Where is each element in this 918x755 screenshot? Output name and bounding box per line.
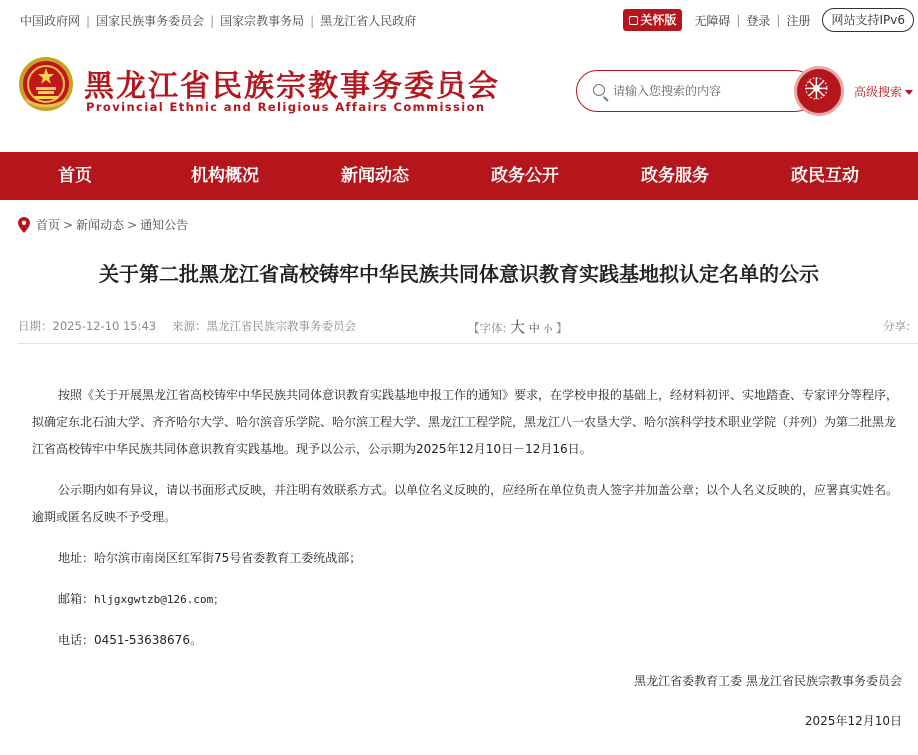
paragraph-objections: 公示期内如有异议，请以书面形式反映，并注明有效联系方式。以单位名义反映的，应经所在单位负责人签字并加盖公章；以个人名义反映的，应署真实姓名。逾期或匿名反映不予受理。 [32, 483, 899, 524]
share-label[interactable]: 分享: [883, 319, 910, 333]
breadcrumb-home[interactable]: 首页 [36, 218, 61, 232]
font-size-large[interactable]: 大 [510, 318, 526, 336]
article-title: 关于第二批黑龙江省高校铸牢中华民族共同体意识教育实践基地拟认定名单的公示 [99, 262, 819, 286]
separator: | [310, 13, 315, 28]
link-religious-bureau[interactable]: 国家宗教事务局 [220, 14, 305, 28]
paragraph-intro: 按照《关于开展黑龙江省高校铸牢中华民族共同体意识教育实践基地申报工作的通知》要求，在学校申报的基础上，经材料初评、实地踏查、专家评分等程序，拟确定东北石油大学、齐齐哈尔大学、哈尔滨音乐学院、哈尔滨工程大学、黑龙江工程学院，黑龙江八一农垦大学、哈尔滨科学技术职业学院（并列）为第二批黑龙江省高校铸牢中华民族共同体意识教育实践基地。现予以公示，公示期为2025年12月10日－12月16日。 [32, 388, 899, 456]
font-size-small[interactable]: 小 [543, 325, 553, 335]
site-header [0, 40, 918, 152]
nav-item-interaction[interactable]: 政民互动 [791, 166, 859, 186]
site-title: 黑龙江省民族宗教事务委员会 [84, 69, 500, 104]
article-source: 来源：黑龙江省民族宗教事务委员会 [172, 319, 356, 333]
main-nav [0, 152, 918, 200]
signature-date: 2025年12月10日 [804, 714, 902, 728]
contact-address: 地址：哈尔滨市南岗区红军街75号省委教育工委统战部； [58, 551, 362, 565]
font-size-close: 】 [556, 321, 568, 335]
separator: | [736, 13, 741, 27]
article-body [32, 382, 902, 654]
location-pin-icon [18, 217, 30, 233]
separator: | [86, 13, 91, 28]
link-heilongjiang-gov[interactable]: 黑龙江省人民政府 [320, 14, 417, 28]
divider [18, 343, 918, 344]
accessibility-link[interactable]: 无障碍 [694, 13, 731, 28]
care-mode-button[interactable] [623, 9, 682, 31]
link-gov-cn[interactable]: 中国政府网 [20, 14, 81, 28]
font-size-label: 【字体: [468, 321, 507, 335]
advanced-search-label: 高级搜索 [854, 85, 903, 99]
site-subtitle: Provincial Ethnic and Religious Affairs Commission [86, 100, 486, 114]
nav-item-news[interactable]: 新闻动态 [341, 166, 409, 186]
separator: | [210, 13, 215, 28]
publish-date: 日期：2025-12-10 15:43 [18, 319, 157, 333]
breadcrumb-separator: > [127, 217, 138, 232]
nav-item-home[interactable]: 首页 [58, 166, 92, 186]
contact-phone: 电话：0451-53638676。 [58, 633, 202, 647]
chevron-down-icon [905, 90, 913, 95]
register-link[interactable]: 注册 [786, 13, 811, 28]
link-ethnic-commission[interactable]: 国家民族事务委员会 [96, 14, 205, 28]
ipv6-badge[interactable]: 网站支持IPv6 [822, 8, 914, 32]
care-mode-label: 关怀版 [640, 13, 677, 27]
nav-item-gov-services[interactable]: 政务服务 [641, 166, 709, 186]
nav-item-gov-affairs[interactable]: 政务公开 [491, 166, 559, 186]
breadcrumb-news[interactable]: 新闻动态 [76, 218, 125, 232]
breadcrumb-notices[interactable]: 通知公告 [140, 218, 189, 232]
email-label: 邮箱： [58, 592, 95, 606]
font-size-switcher [468, 316, 568, 337]
search-icon [593, 84, 605, 96]
national-emblem-icon [18, 56, 74, 112]
search-input[interactable] [613, 81, 793, 101]
government-links [20, 12, 416, 29]
contact-email [32, 586, 902, 613]
search-submit-button[interactable] [794, 66, 844, 116]
breadcrumb [18, 216, 188, 233]
login-link[interactable]: 登录 [746, 13, 771, 28]
advanced-search-link[interactable] [854, 83, 913, 100]
search-box [576, 70, 816, 112]
font-size-medium[interactable]: 中 [528, 322, 540, 335]
nav-item-organization[interactable]: 机构概况 [191, 166, 259, 186]
care-icon [629, 16, 638, 25]
top-bar [0, 0, 918, 40]
email-value: hljgxgwtzb@126.com； [94, 593, 225, 606]
signature: 黑龙江省委教育工委 黑龙江省民族宗教事务委员会 [634, 674, 902, 688]
breadcrumb-separator: > [63, 217, 74, 232]
separator: | [776, 13, 781, 27]
user-tools [623, 8, 914, 32]
